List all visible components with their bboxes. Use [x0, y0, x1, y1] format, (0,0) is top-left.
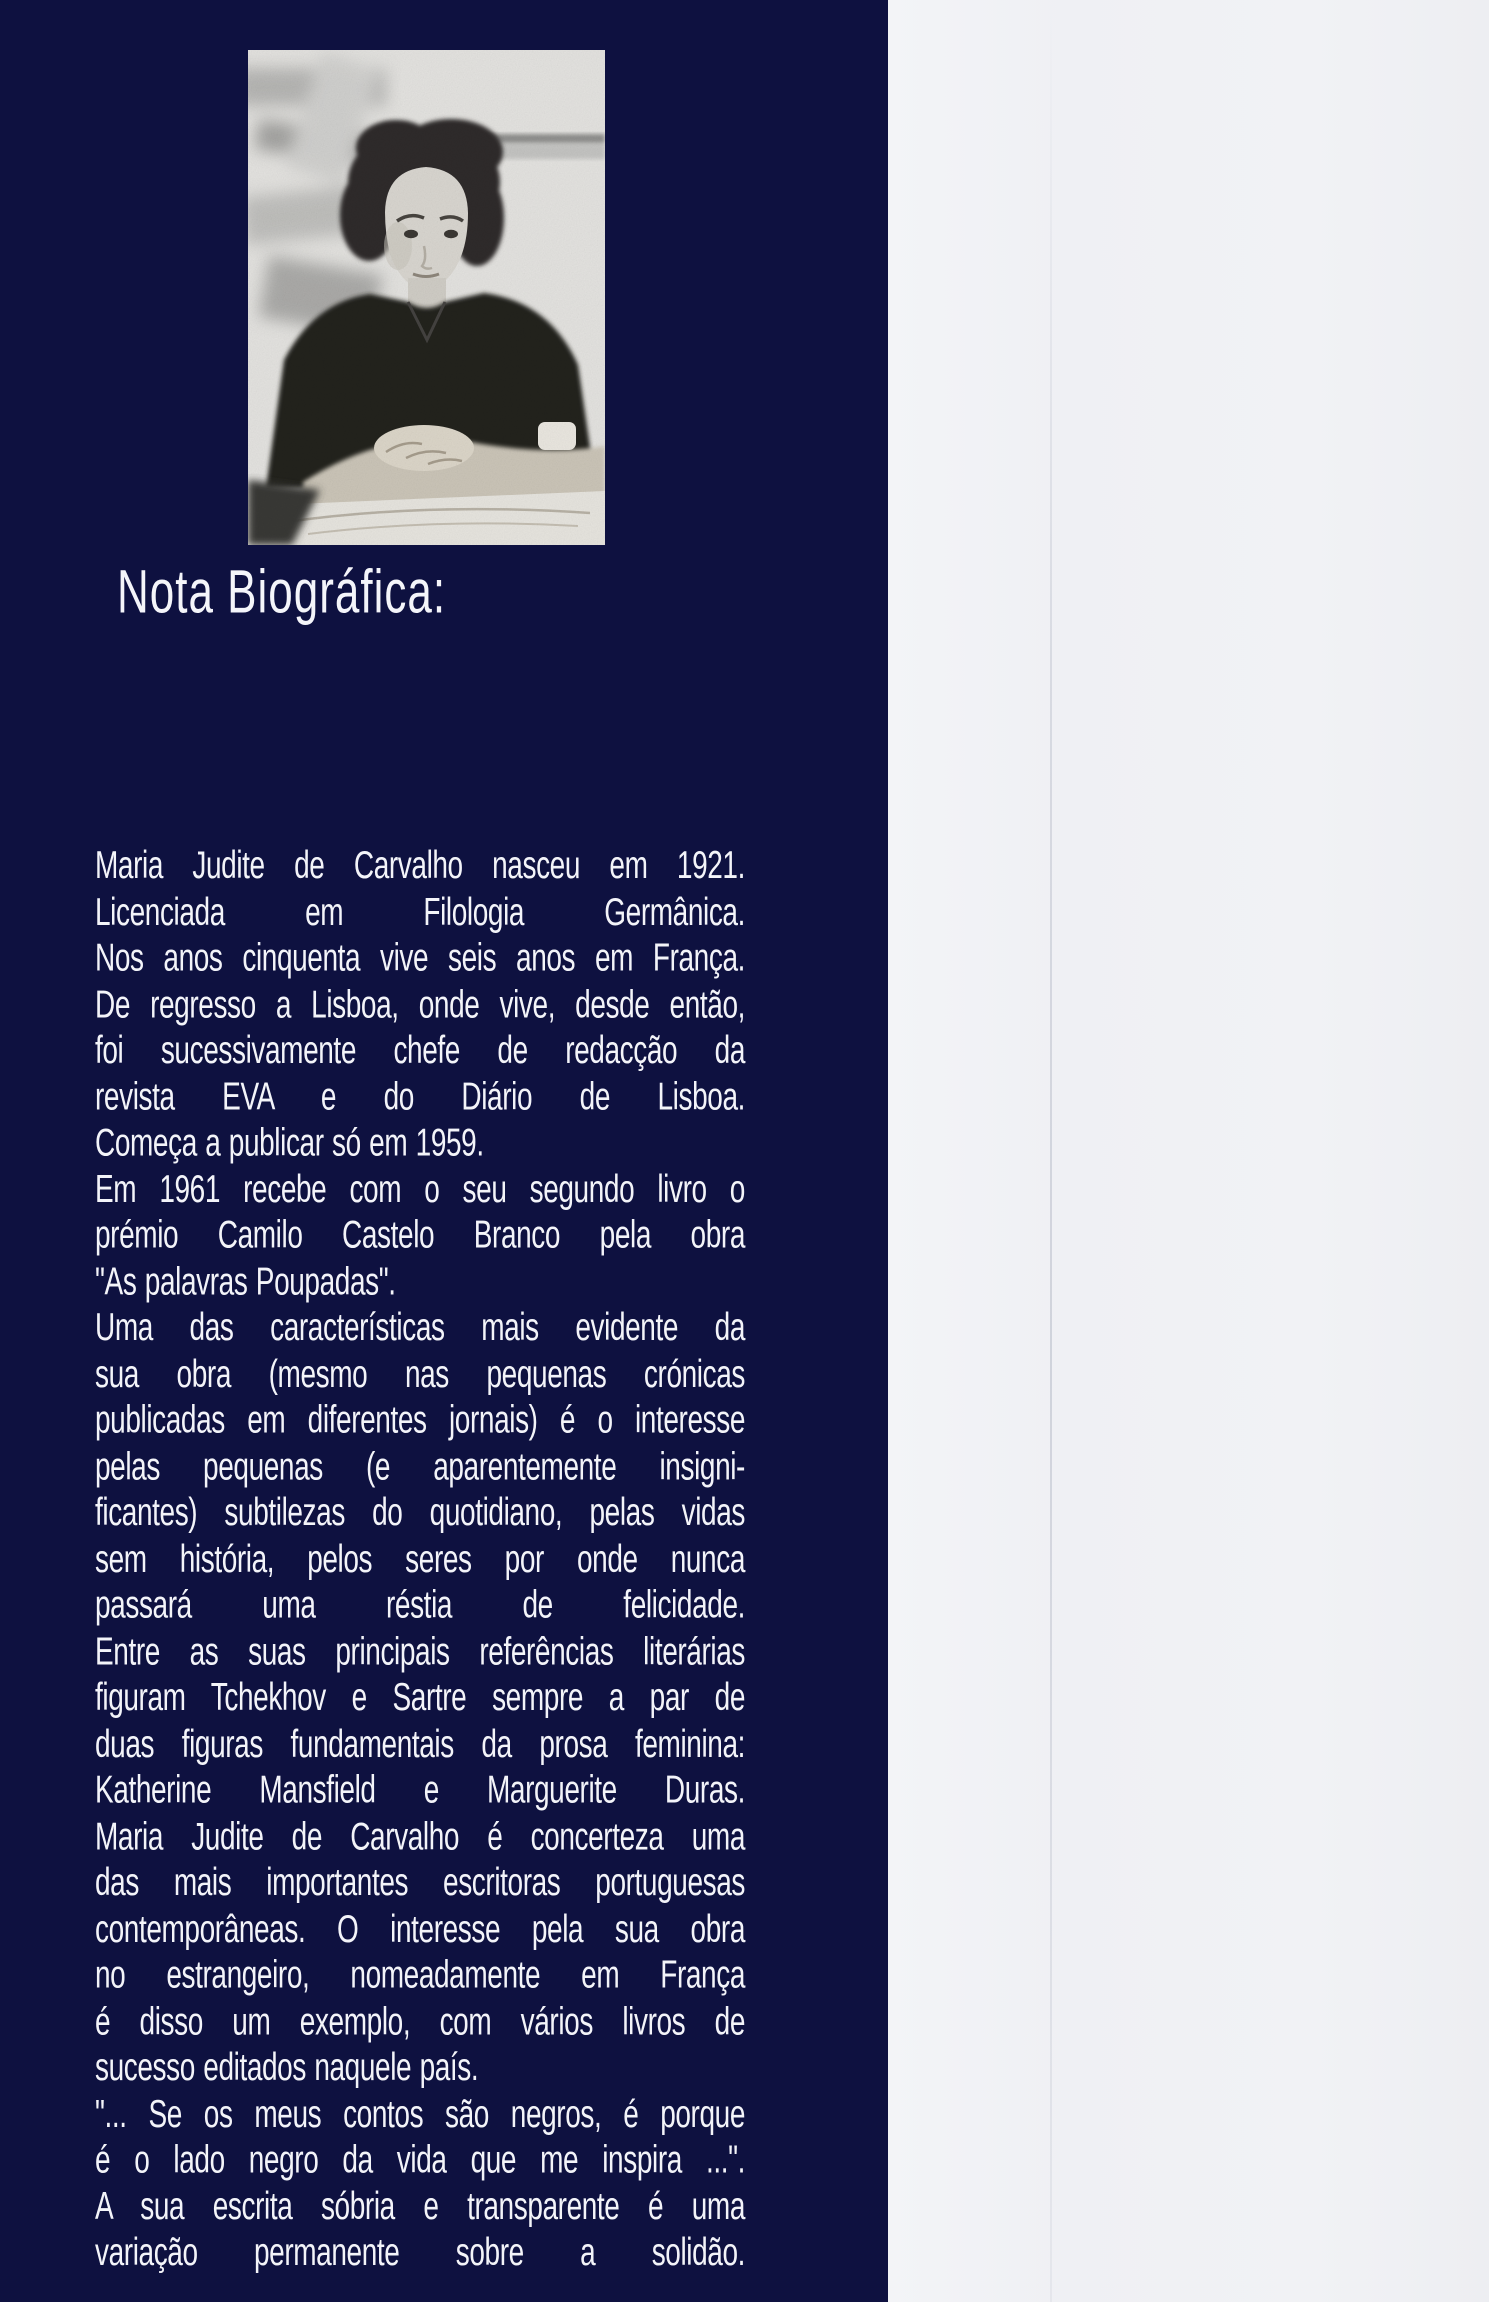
bio-line: Entre as suas principais referências literárias	[95, 1629, 745, 1673]
bio-line: "... Se os meus contos são negros, é porque	[95, 2091, 745, 2135]
bio-line: Começa a publicar só em 1959.	[95, 1120, 484, 1164]
bio-line: Licenciada em Filologia Germânica.	[95, 889, 745, 933]
bio-line: sua obra (mesmo nas pequenas crónicas	[95, 1351, 745, 1395]
paper-panel	[888, 0, 1489, 2302]
bio-line: contemporâneas. O interesse pela sua obra	[95, 1906, 745, 1950]
bio-line: ficantes) subtilezas do quotidiano, pelas vidas	[95, 1490, 745, 1534]
portrait-photo	[248, 50, 605, 545]
bio-line: é disso um exemplo, com vários livros de	[95, 1999, 745, 2042]
bio-line: é o lado negro da vida que me inspira ...".	[95, 2137, 745, 2181]
bio-text	[95, 842, 745, 2275]
bio-line: Maria Judite de Carvalho é concerteza uma	[95, 1814, 745, 1857]
bio-line: Nos anos cinquenta vive seis anos em França.	[95, 935, 745, 979]
bio-line: duas figuras fundamentais da prosa feminina:	[95, 1721, 745, 1765]
bio-line: Maria Judite de Carvalho nasceu em 1921.	[95, 843, 745, 887]
bio-heading: Nota Biográfica:	[117, 558, 447, 627]
bio-line: sucesso editados naquele país.	[95, 2045, 479, 2089]
bio-line: publicadas em diferentes jornais) é o interesse	[95, 1398, 745, 1441]
bio-line: prémio Camilo Castelo Branco pela obra	[95, 1213, 745, 1256]
bio-line: das mais importantes escritoras portuguesas	[95, 1860, 745, 1904]
bio-line: no estrangeiro, nomeadamente em França	[95, 1952, 745, 1996]
bio-line: figuram Tchekhov e Sartre sempre a par de	[95, 1675, 745, 1719]
bio-line: variação permanente sobre a solidão.	[95, 2230, 745, 2274]
paper-crease-line	[1050, 0, 1052, 2302]
bio-line: Em 1961 recebe com o seu segundo livro o	[95, 1166, 745, 1210]
bio-line: foi sucessivamente chefe de redacção da	[95, 1028, 745, 1072]
bio-line: Katherine Mansfield e Marguerite Duras.	[95, 1767, 745, 1811]
bio-line: Uma das características mais evidente da	[95, 1305, 745, 1349]
bio-line: sem história, pelos seres por onde nunca	[95, 1536, 745, 1580]
bio-line: revista EVA e do Diário de Lisboa.	[95, 1074, 745, 1118]
bio-line: pelas pequenas (e aparentemente insigni-	[95, 1444, 745, 1488]
bio-line: De regresso a Lisboa, onde vive, desde então,	[95, 982, 745, 1025]
bio-line: "As palavras Poupadas".	[95, 1259, 396, 1303]
bio-line: A sua escrita sóbria e transparente é uma	[95, 2184, 745, 2227]
bio-line: passará uma réstia de felicidade.	[95, 1583, 745, 1626]
